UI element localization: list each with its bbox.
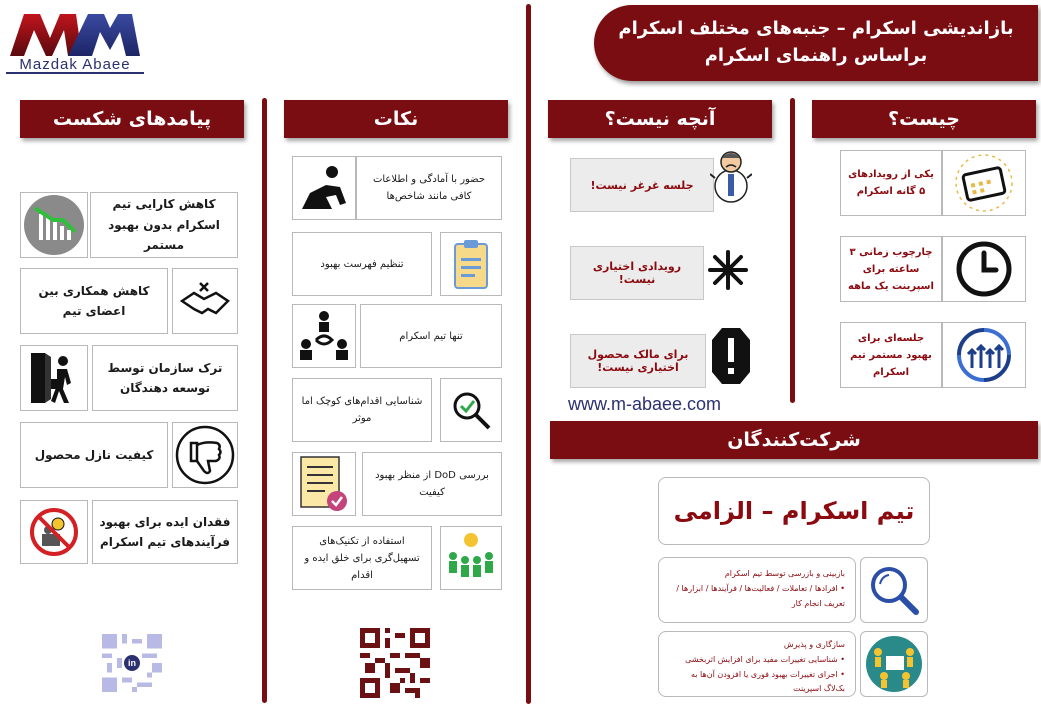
tip-item xyxy=(360,304,502,368)
logo-subtitle: Mazdak Abaee xyxy=(6,56,144,74)
what-item xyxy=(840,322,942,388)
page-title-banner xyxy=(594,5,1038,81)
participants-main-text: تیم اسکرام – الزامی xyxy=(673,497,915,525)
checklist-icon xyxy=(292,452,356,516)
failure-item xyxy=(92,345,238,411)
magnifier-check-icon xyxy=(440,378,502,442)
tip-item-text: استفاده از تکنیک‌های تسهیل‌گری برای خلق ایده و اقدام xyxy=(304,535,420,581)
not-item xyxy=(570,334,706,388)
idea-group-icon xyxy=(440,526,502,590)
declining-chart-icon xyxy=(20,192,88,258)
detail-title: سازگاری و پذیرش xyxy=(783,640,845,649)
detail-line: • افرادها / تعاملات / فعالیت‌ها / فرآیندها / ابزارها / تعریف انجام کار xyxy=(676,584,845,609)
failure-item-text: ترک سازمان توسط توسعه دهندگان xyxy=(107,360,223,395)
page-title: بازاندیشی اسکرام – جنبه‌های مختلف اسکرام xyxy=(618,18,1014,39)
qr-code[interactable] xyxy=(360,628,430,698)
search-icon xyxy=(860,557,928,623)
cycle-improvement-icon xyxy=(942,322,1026,388)
not-item-text: برای مالک محصول اختیاری نیست! xyxy=(587,348,689,374)
clipboard-icon xyxy=(440,232,502,296)
header-participants: شرکت‌کنندگان xyxy=(550,421,1038,459)
logo xyxy=(6,6,144,76)
header-what: چیست؟ xyxy=(812,100,1036,138)
failure-item-text: کیفیت نازل محصول xyxy=(34,447,154,462)
teamwork-icon xyxy=(860,631,928,697)
failure-item xyxy=(20,422,168,488)
tip-item xyxy=(356,156,502,220)
detail-title: بازبینی و بازرسی توسط تیم اسکرام xyxy=(724,569,845,578)
failure-item-text: کاهش همکاری بین اعضای تیم xyxy=(38,283,150,318)
tip-item xyxy=(362,452,502,516)
not-item xyxy=(570,158,714,212)
failure-item-text: کاهش کارایی تیم اسکرام بدون بهبود مستمر xyxy=(108,197,220,253)
divider xyxy=(790,98,795,403)
linkedin-qr-code[interactable] xyxy=(102,634,162,692)
warning-icon xyxy=(710,326,752,386)
header-failure: پیامدهای شکست xyxy=(20,100,244,138)
no-idea-icon xyxy=(20,500,88,564)
what-item xyxy=(840,236,942,302)
complaining-man-icon xyxy=(710,148,752,204)
participants-detail-card xyxy=(658,557,856,623)
divider xyxy=(262,98,267,703)
failure-item-text: فقدان ایده برای بهبود فرآیندهای تیم اسکرام xyxy=(99,514,231,549)
what-item xyxy=(840,150,942,216)
exit-door-icon xyxy=(20,345,88,411)
tip-item-text: تنظیم فهرست بهبود xyxy=(320,258,404,270)
participants-detail-card xyxy=(658,631,856,697)
broken-handshake-icon xyxy=(172,268,238,334)
tip-item-text: تنها تیم اسکرام xyxy=(399,330,463,342)
not-item-text: جلسه غرغر نیست! xyxy=(590,178,694,192)
what-item-text: یکی از رویدادهای ۵ گانه اسکرام xyxy=(848,169,934,197)
failure-item xyxy=(20,268,168,334)
crouching-person-icon xyxy=(292,156,356,220)
tip-item-text: حضور با آمادگی و اطلاعات کافی مانند شاخص‌ها xyxy=(372,174,486,202)
failure-item xyxy=(92,500,238,564)
tip-item xyxy=(292,378,432,442)
tip-item xyxy=(292,526,432,590)
what-item-text: چارچوب زمانی ۳ ساعته برای اسپرینت یک ماهه xyxy=(848,246,934,292)
website-url[interactable]: www.m-abaee.com xyxy=(568,394,722,414)
tip-item-text: بررسی DoD از منظر بهبود کیفیت xyxy=(375,470,489,498)
header-not: آنچه نیست؟ xyxy=(548,100,772,138)
tip-item xyxy=(292,232,432,296)
page-subtitle: براساس راهنمای اسکرام xyxy=(704,45,928,66)
asterisk-icon xyxy=(704,238,752,302)
team-icon xyxy=(292,304,356,368)
what-item-text: جلسه‌ای برای بهبود مستمر تیم اسکرام xyxy=(850,332,932,378)
not-item xyxy=(570,246,704,300)
header-tips: نکات xyxy=(284,100,508,138)
failure-item xyxy=(90,192,238,258)
linkedin-icon: in xyxy=(124,655,140,671)
thumbs-down-icon xyxy=(172,422,238,488)
tip-item-text: شناسایی اقدام‌های کوچک اما موثر xyxy=(301,396,423,424)
detail-line: • شناسایی تغییرات مفید برای افزایش اثربخشی xyxy=(685,654,845,664)
clock-icon xyxy=(942,236,1026,302)
participants-main-card xyxy=(658,477,930,545)
detail-line: • اجرای تغییرات بهبود فوری یا افزودن آن‌ها به بک‌لاگ اسپرینت xyxy=(690,669,845,694)
calendar-icon xyxy=(942,150,1026,216)
divider xyxy=(526,4,531,704)
not-item-text: رویدادی اختیاری نیست! xyxy=(592,260,682,286)
